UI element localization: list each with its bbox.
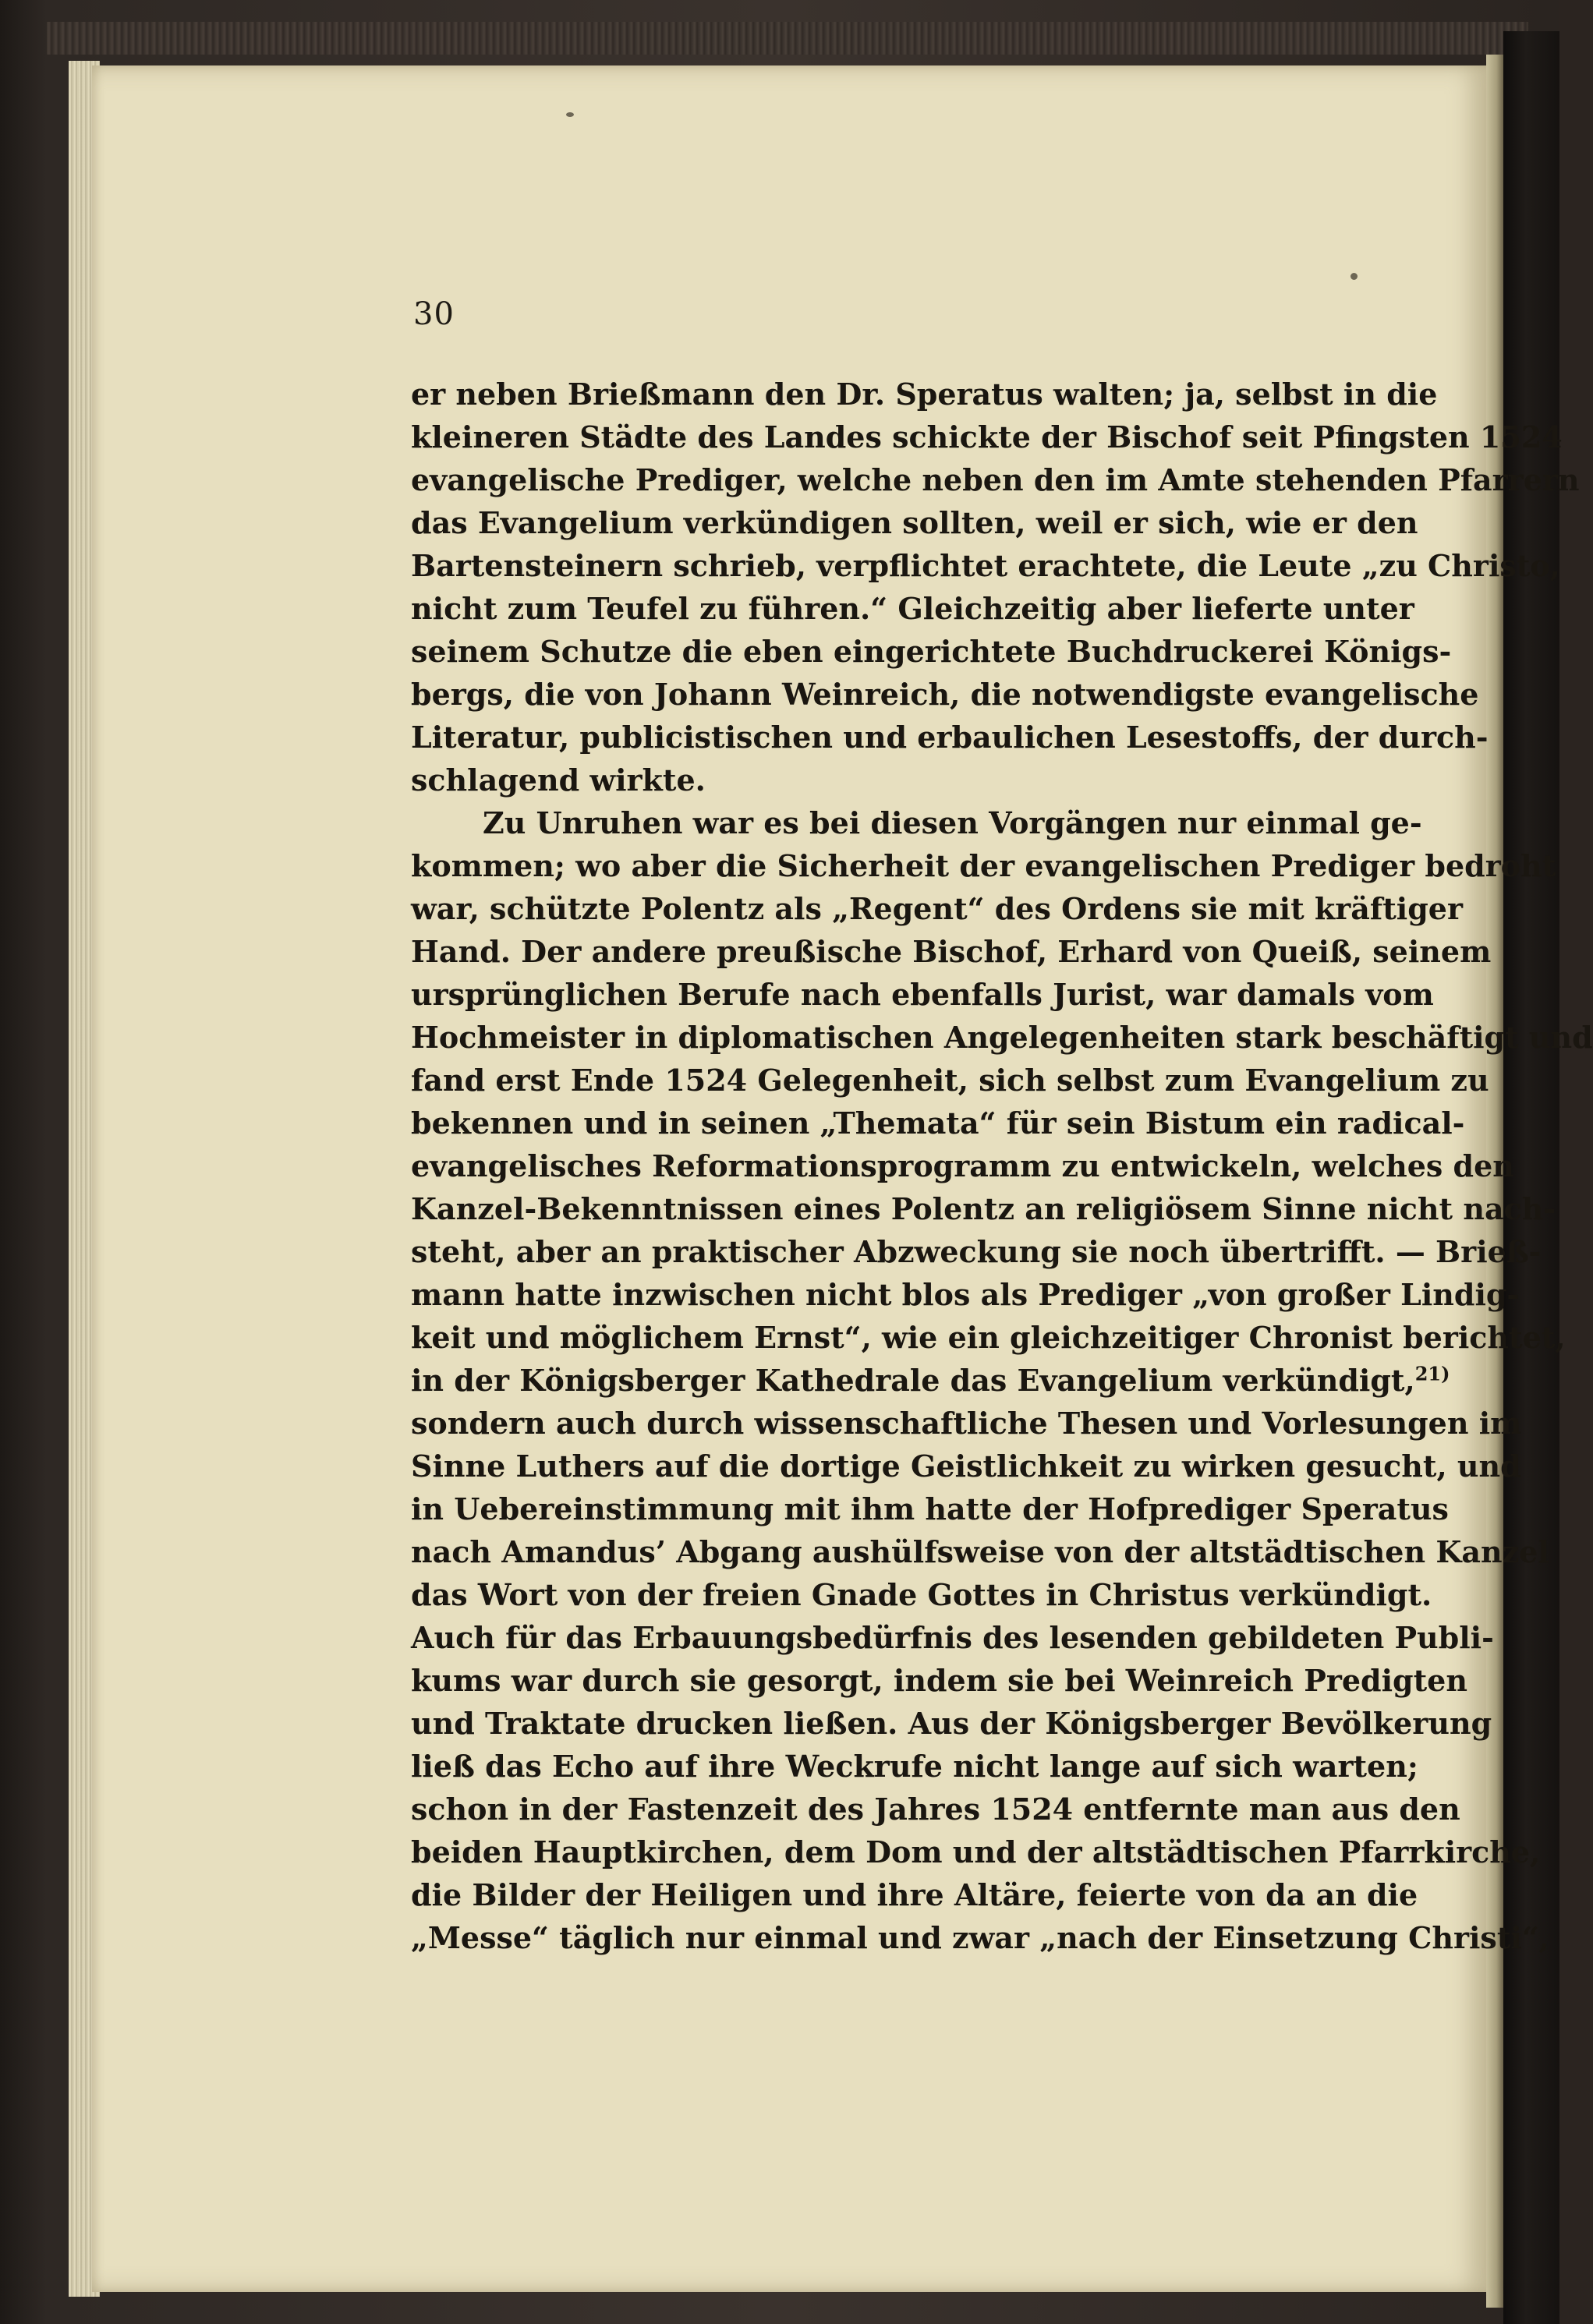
text-line [411,759,1348,801]
text-line [411,416,1563,458]
text-line-content: die Bilder der Heiligen und ihre Altäre, feierte von da an die [411,1877,1418,1912]
text-line [411,1745,1418,1788]
text-line [411,373,1438,416]
text-line [411,1102,1465,1144]
cover-top-edge [47,22,1528,55]
text-line [411,630,1452,673]
text-line [411,1016,1593,1059]
text-line-content: kleineren Städte des Landes schickte der Bischof seit Pfingsten 1524 [411,419,1563,455]
text-line-content: bekennen und in seinen „Themata“ für sein Bistum ein radical- [411,1105,1465,1141]
text-line-content: ließ das Echo auf ihre Weckrufe nicht lange auf sich warten; [411,1749,1418,1784]
text-line [411,1831,1541,1873]
text-line-content: Kanzel-Bekenntnissen eines Polentz an religiösem Sinne nicht nach- [411,1191,1556,1226]
text-line [411,501,1418,544]
body-text [411,373,1593,1959]
text-line [411,1402,1522,1445]
text-line-content: schlagend wirkte. [411,762,706,798]
text-line-content: fand erst Ende 1524 Gelegenheit, sich selbst zum Evangelium zu [411,1063,1489,1098]
text-line-content: evangelische Prediger, welche neben den im Amte stehenden Pfarrern [411,462,1580,497]
text-line [411,1230,1542,1273]
text-line [411,1873,1418,1916]
text-line [411,673,1479,716]
paper-speck [566,112,574,117]
text-line [411,1059,1489,1102]
text-line [411,1445,1521,1487]
text-line [411,1144,1514,1187]
text-line-content: er neben Brießmann den Dr. Speratus walten; ja, selbst in die [411,377,1438,412]
text-line [411,1530,1549,1573]
text-line-content: bergs, die von Johann Weinreich, die notwendigste evangelische [411,677,1479,712]
text-line-content: kums war durch sie gesorgt, indem sie bei Weinreich Predigten [411,1663,1467,1698]
text-line-content: kommen; wo aber die Sicherheit der evangelischen Prediger bedroht [411,848,1556,883]
text-line-content: Zu Unruhen war es bei diesen Vorgängen nur einmal ge- [483,805,1422,840]
text-line [411,973,1434,1016]
text-line [411,1316,1566,1359]
text-line [411,844,1556,887]
text-line-content: das Evangelium verkündigen sollten, weil er sich, wie er den [411,505,1418,540]
text-line-content: das Wort von der freien Gnade Gottes in Christus verkündigt. [411,1577,1432,1612]
text-line-content: Hand. Der andere preußische Bischof, Erhard von Queiß, seinem [411,934,1492,969]
text-line [411,1487,1449,1530]
text-line-content: nach Amandus’ Abgang aushülfsweise von der altstädtischen Kanzel [411,1534,1549,1569]
text-line-content: in der Königsberger Kathedrale das Evangelium verkündigt, [411,1363,1415,1398]
text-line [411,1916,1549,1959]
text-line [411,587,1414,630]
text-line-content: beiden Hauptkirchen, dem Dom und der altstädtischen Pfarrkirche, [411,1834,1541,1869]
text-line-content: steht, aber an praktischer Abzweckung sie noch übertrifft. — Brieß- [411,1234,1542,1269]
text-line-content: Bartensteinern schrieb, verpflichtet erachtete, die Leute „zu Christo, [411,548,1560,583]
text-line [411,1573,1432,1616]
page-number: 30 [413,296,455,332]
text-line [411,930,1492,973]
text-line [411,1702,1492,1745]
text-line-content: Sinne Luthers auf die dortige Geistlichkeit zu wirken gesucht, und [411,1449,1521,1484]
text-line-content: und Traktate drucken ließen. Aus der Königsberger Bevölkerung [411,1706,1492,1741]
text-line [411,1788,1460,1831]
text-line-content: nicht zum Teufel zu führen.“ Gleichzeitig aber lieferte unter [411,591,1414,626]
text-line-content: mann hatte inzwischen nicht blos als Prediger „von großer Lindig- [411,1277,1520,1312]
text-line [411,716,1489,759]
text-line-content: ursprünglichen Berufe nach ebenfalls Jurist, war damals vom [411,977,1434,1012]
text-line-content: Literatur, publicistischen und erbaulichen Lesestoffs, der durch- [411,720,1489,755]
text-line [411,1359,1450,1402]
text-line [411,1187,1556,1230]
text-line [411,544,1560,587]
text-line-content: in Uebereinstimmung mit ihm hatte der Hofprediger Speratus [411,1491,1449,1526]
text-line-content: „Messe“ täglich nur einmal und zwar „nach der Einsetzung Christi“, [411,1920,1549,1955]
footnote-reference: 21) [1414,1362,1450,1385]
text-line [411,1616,1494,1659]
text-line-content: Hochmeister in diplomatischen Angelegenheiten stark beschäftigt und [411,1020,1593,1055]
text-line-content: keit und möglichem Ernst“, wie ein gleichzeitiger Chronist berichtet, [411,1320,1566,1355]
text-line [411,1273,1520,1316]
text-line-content: war, schützte Polentz als „Regent“ des Ordens sie mit kräftiger [411,891,1463,926]
text-line [411,1659,1467,1702]
text-line [411,801,1422,844]
text-line [411,887,1463,930]
text-line-content: sondern auch durch wissenschaftliche Thesen und Vorlesungen im [411,1406,1522,1441]
text-line [411,458,1580,501]
text-line-content: seinem Schutze die eben eingerichtete Buchdruckerei Königs- [411,634,1452,669]
text-line-content: evangelisches Reformationsprogramm zu entwickeln, welches den [411,1148,1514,1183]
text-line-content: schon in der Fastenzeit des Jahres 1524 entfernte man aus den [411,1792,1460,1827]
text-line-content: Auch für das Erbauungsbedürfnis des lesenden gebildeten Publi- [411,1620,1494,1655]
paper-speck [1351,273,1358,280]
